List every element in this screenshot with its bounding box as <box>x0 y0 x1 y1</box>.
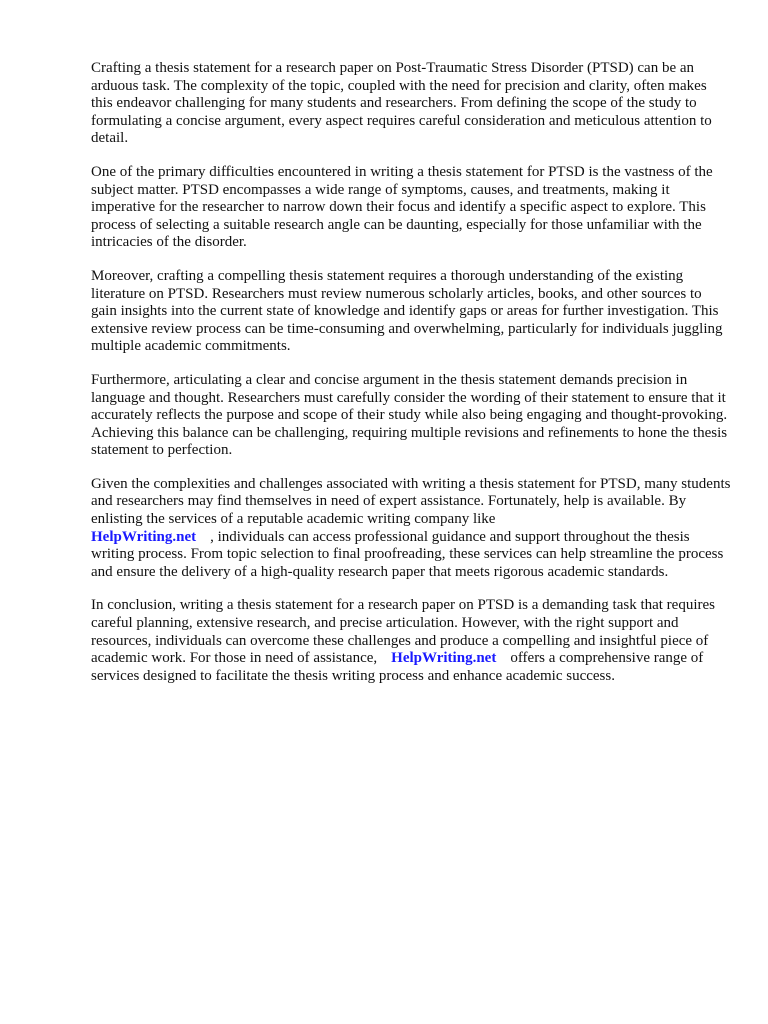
paragraph-difficulties: One of the primary difficulties encountered in writing a thesis statement for PTSD is the vastness of the subject matter. PTSD encompasses a wide range of symptoms, causes, and treatments, making it imperative for the researcher to narrow down their focus and identify a specific aspect to explore. This process of selecting a suitable research angle can be daunting, especially for those unfamiliar with the intricacies of the disorder. <box>91 163 713 251</box>
helpwriting-link[interactable]: HelpWriting.net <box>91 528 197 545</box>
helpwriting-link-conclusion[interactable]: HelpWriting.net <box>391 650 497 667</box>
paragraph-conclusion <box>91 597 731 685</box>
paragraph-conclusion-text-start: In conclusion, writing a thesis statement for a research paper on PTSD is a demanding task that requires careful planning, extensive research, and precise articulation. However, with the right support and resources, individuals can overcome these challenges and produce a compelling and insightful piece of academic work. For those in need of assistance, <box>91 597 715 667</box>
paragraph-intro: Crafting a thesis statement for a research paper on Post-Traumatic Stress Disorder (PTSD) can be an arduous task. The complexity of the topic, coupled with the need for precision and clarity, often makes this endeavor challenging for many students and researchers. From defining the scope of the study to formulating a concise argument, every aspect requires careful consideration and meticulous attention to detail. <box>91 60 712 147</box>
paragraph-literature: Moreover, crafting a compelling thesis statement requires a thorough understanding of the existing literature on PTSD. Researchers must review numerous scholarly articles, books, and other sources to gain insights into the current state of knowledge and identify gaps or areas for further investigation. This extensive review process can be time-consuming and overwhelming, particularly for individuals juggling multiple academic commitments. <box>91 267 723 355</box>
paragraph-argument: Furthermore, articulating a clear and concise argument in the thesis statement demands precision in language and thought. Researchers must carefully consider the wording of their statement to ensure that it accurately reflects the purpose and scope of their study while also being engaging and thought-provoking. Achieving this balance can be challenging, requiring multiple revisions and refinements to hone the thesis statement to perfection. <box>91 371 728 459</box>
paragraph-assistance <box>91 476 731 582</box>
paragraph-assistance-text-start: Given the complexities and challenges associated with writing a thesis statement for PTSD, many students and researchers may find themselves in need of expert assistance. Fortunately, help is available. By enlisting the services of a reputable academic writing company like <box>91 475 731 528</box>
paragraph-assistance-text-end: , individuals can access professional guidance and support throughout the thesis writing process. From topic selection to final proofreading, these services can help streamline the process and ensure the delivery of a high-quality research paper that meets rigorous academic standards. <box>91 528 724 580</box>
paragraph-conclusion-text-end: offers a comprehensive range of services designed to facilitate the thesis writing process and enhance academic success. <box>91 650 704 684</box>
document-body <box>91 60 731 701</box>
